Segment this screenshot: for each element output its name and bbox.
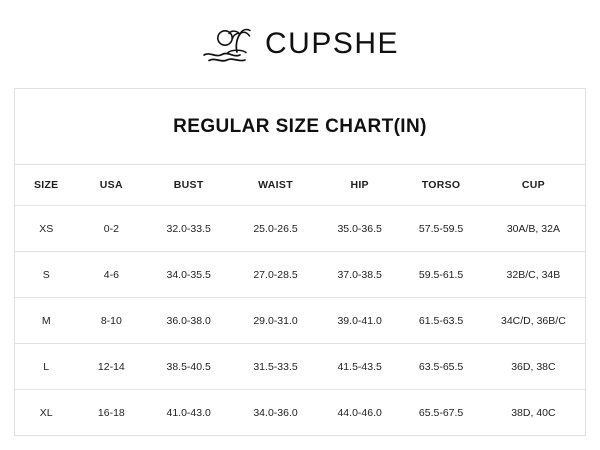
column-header-size: SIZE [15, 165, 77, 206]
cell-cup: 32B/C, 34B [482, 252, 585, 298]
table-row [15, 252, 585, 298]
size-chart-table [15, 164, 585, 435]
cell-waist: 34.0-36.0 [232, 390, 319, 436]
cell-usa: 0-2 [77, 206, 145, 252]
cell-bust: 36.0-38.0 [145, 298, 232, 344]
cell-bust: 38.5-40.5 [145, 344, 232, 390]
cell-hip: 37.0-38.5 [319, 252, 400, 298]
cell-cup: 30A/B, 32A [482, 206, 585, 252]
cell-torso: 65.5-67.5 [400, 390, 481, 436]
cell-usa: 16-18 [77, 390, 145, 436]
table-row [15, 344, 585, 390]
cell-bust: 34.0-35.5 [145, 252, 232, 298]
cell-cup: 36D, 38C [482, 344, 585, 390]
cell-waist: 31.5-33.5 [232, 344, 319, 390]
cell-size: L [15, 344, 77, 390]
cell-torso: 61.5-63.5 [400, 298, 481, 344]
column-header-bust: BUST [145, 165, 232, 206]
column-header-cup: CUP [482, 165, 585, 206]
chart-title: REGULAR SIZE CHART(IN) [173, 116, 427, 137]
brand-name: CUPSHE [264, 27, 400, 60]
brand-header [0, 0, 600, 88]
column-header-usa: USA [77, 165, 145, 206]
cell-waist: 27.0-28.5 [232, 252, 319, 298]
cell-hip: 35.0-36.5 [319, 206, 400, 252]
cell-hip: 44.0-46.0 [319, 390, 400, 436]
palm-tree-island-logo-icon [201, 22, 255, 66]
cell-usa: 4-6 [77, 252, 145, 298]
table-row [15, 390, 585, 436]
cell-bust: 41.0-43.0 [145, 390, 232, 436]
size-chart-panel [14, 88, 586, 436]
table-row [15, 298, 585, 344]
cell-size: S [15, 252, 77, 298]
cell-cup: 34C/D, 36B/C [482, 298, 585, 344]
cell-cup: 38D, 40C [482, 390, 585, 436]
cell-hip: 39.0-41.0 [319, 298, 400, 344]
cell-torso: 63.5-65.5 [400, 344, 481, 390]
table-header-row [15, 165, 585, 206]
cell-usa: 8-10 [77, 298, 145, 344]
cell-usa: 12-14 [77, 344, 145, 390]
cell-size: XS [15, 206, 77, 252]
cell-size: XL [15, 390, 77, 436]
cell-torso: 57.5-59.5 [400, 206, 481, 252]
column-header-hip: HIP [319, 165, 400, 206]
cell-waist: 25.0-26.5 [232, 206, 319, 252]
cell-hip: 41.5-43.5 [319, 344, 400, 390]
column-header-torso: TORSO [400, 165, 481, 206]
cell-waist: 29.0-31.0 [232, 298, 319, 344]
cell-size: M [15, 298, 77, 344]
table-row [15, 206, 585, 252]
cell-torso: 59.5-61.5 [400, 252, 481, 298]
cell-bust: 32.0-33.5 [145, 206, 232, 252]
column-header-waist: WAIST [232, 165, 319, 206]
